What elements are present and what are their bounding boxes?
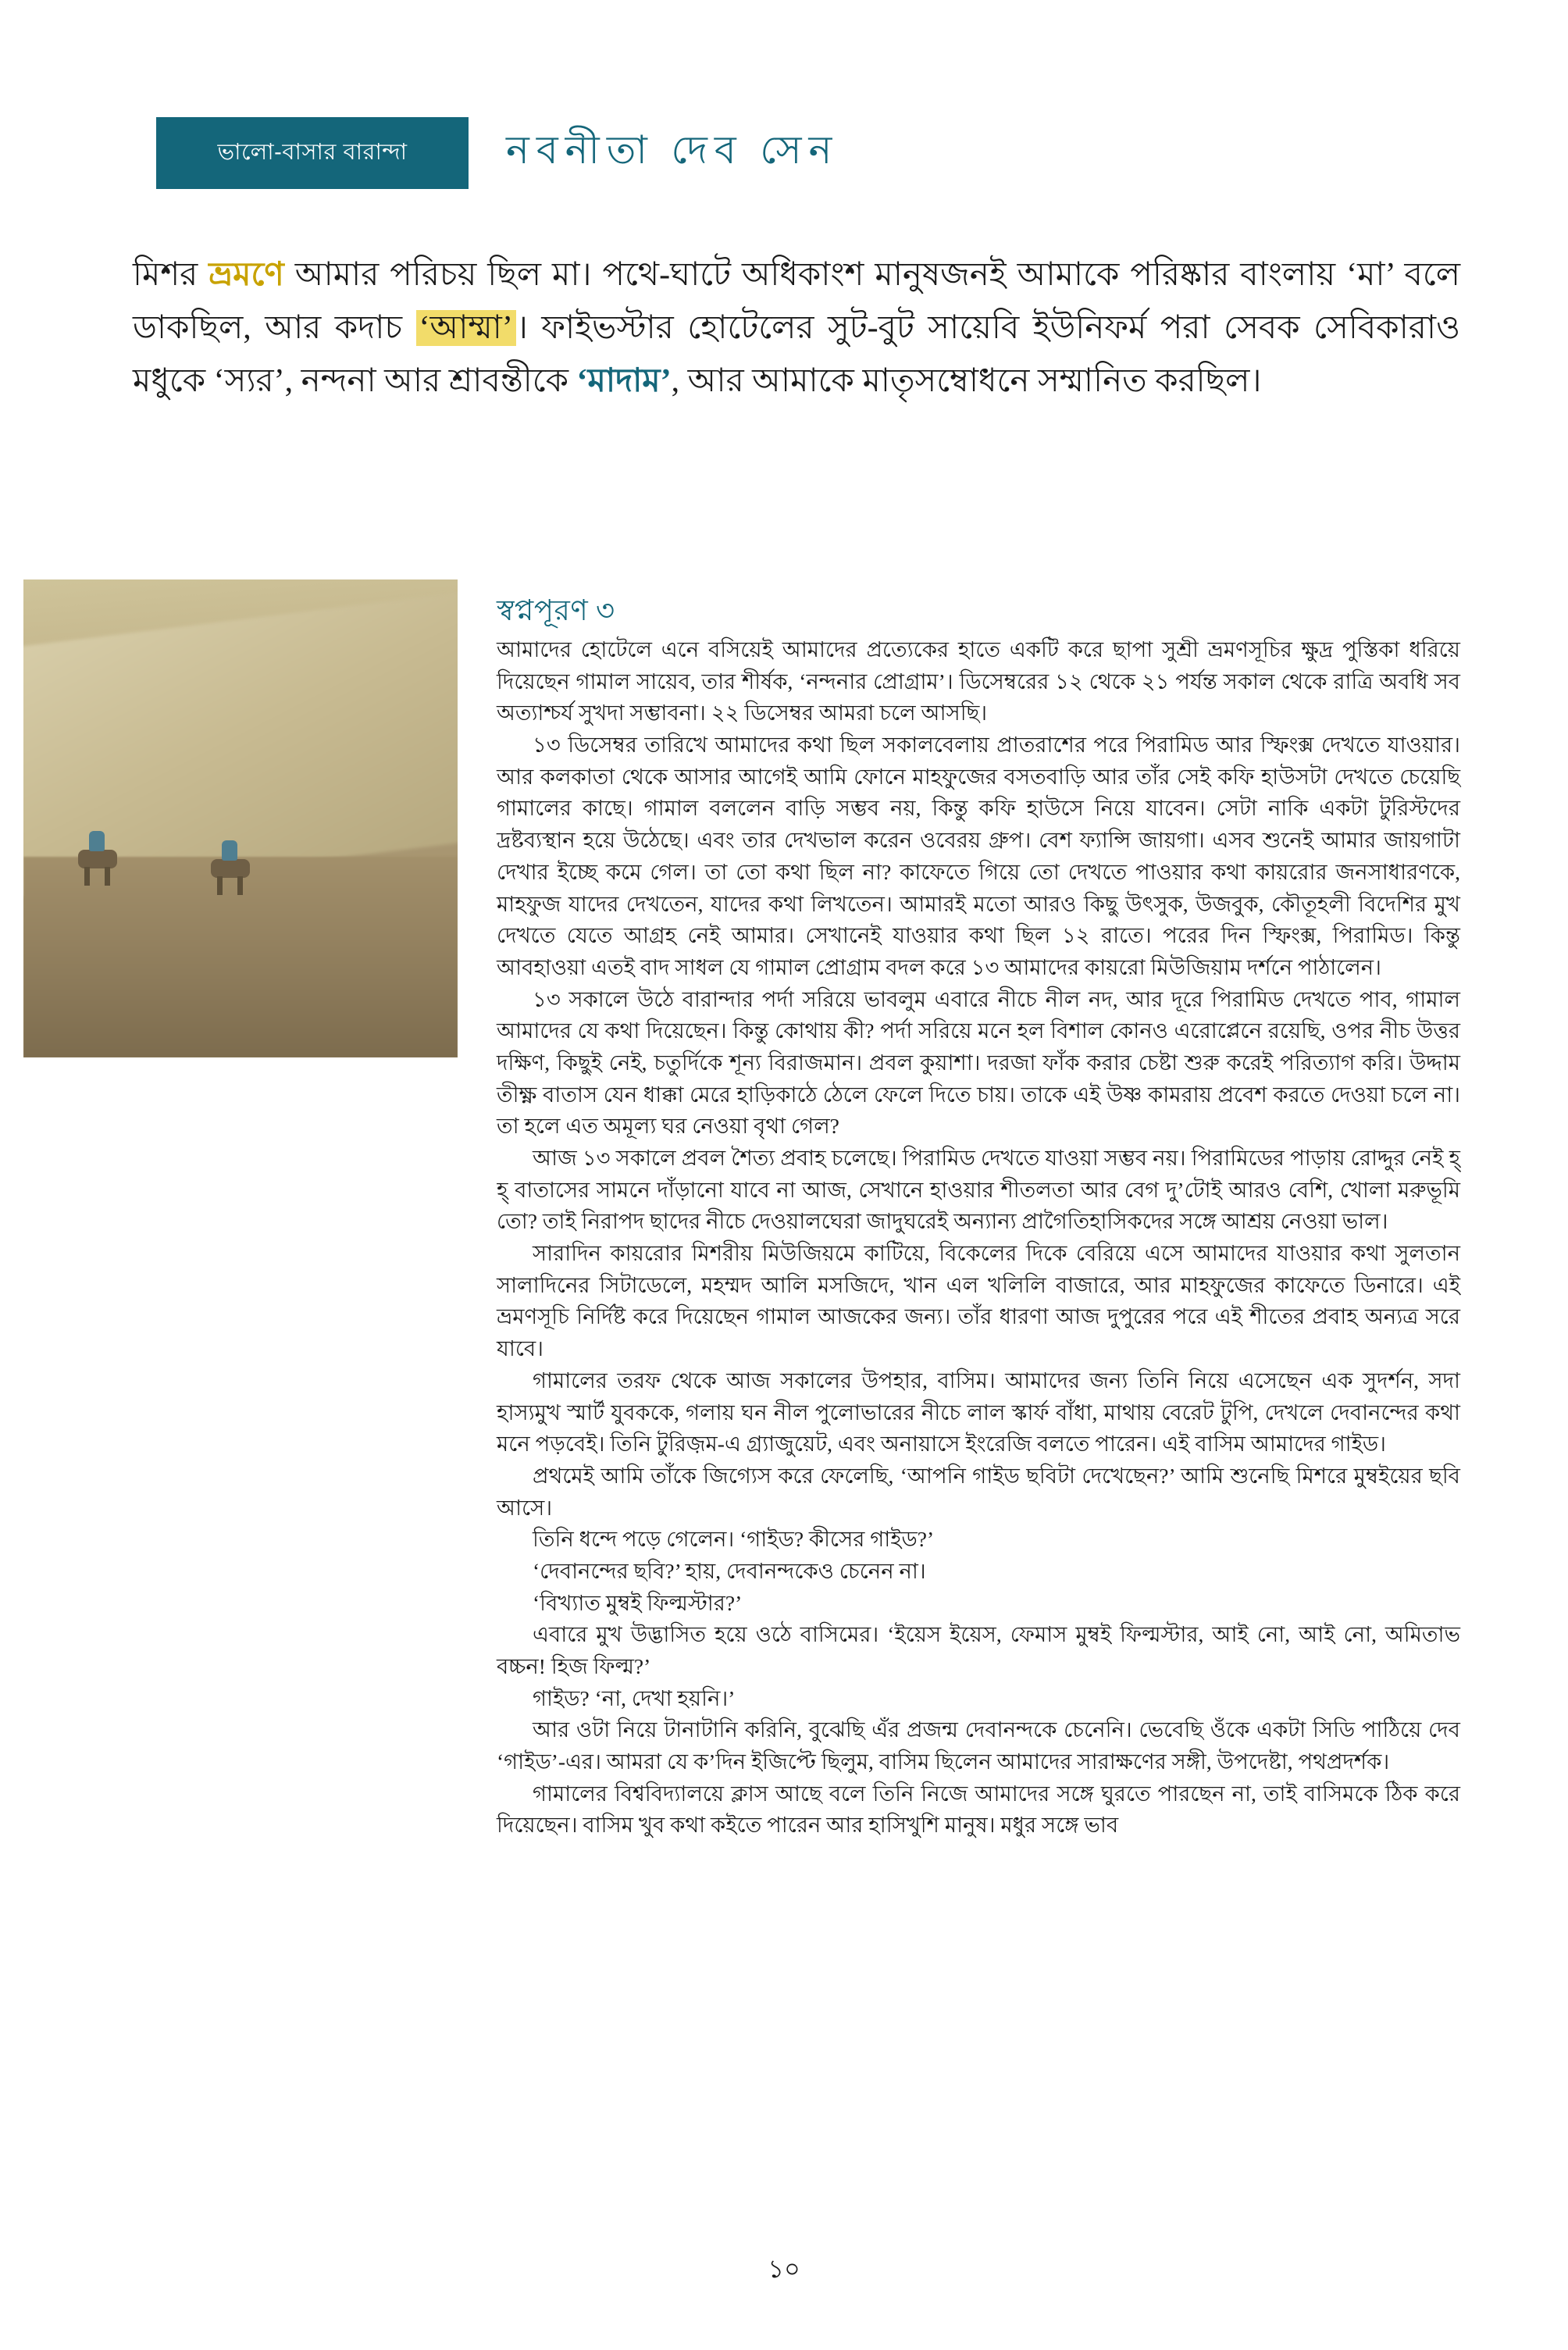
camel-rider-icon xyxy=(205,837,256,895)
series-tag: ভালো-বাসার বারান্দা xyxy=(156,117,469,189)
lede-part-2: আমার পরিচয় ছিল মা। পথে-ঘাটে অধিকাংশ মানুষজনই আমাকে পরিষ্কার বাংলায় ‘মা’ বলে ডাকছিল, আর কদাচ xyxy=(133,257,1460,347)
paragraph: ‘দেবানন্দের ছবি?’ হায়, দেবানন্দকেও চেনেন না। xyxy=(533,1558,926,1583)
paragraph: আমাদের হোটেলে এনে বসিয়েই আমাদের প্রত্যেকের হাতে একটি করে ছাপা সুশ্রী ভ্রমণসূচির ক্ষুদ্র পুস্তিকা ধরিয়ে দিয়েছেন গামাল সায়েব, তার শীর্ষক, ‘নন্দনার প্রোগ্রাম’। ডিসেম্বরের ১২ থেকে ২১ পর্যন্ত সকাল থেকে রাত্রি অবধি সব অত্যাশ্চর্য সুখদা সম্ভাবনা। ২২ ডিসেম্বর আমরা চলে আসছি। xyxy=(497,637,1460,726)
page-number: ১০ xyxy=(768,2255,800,2283)
lead-paragraph xyxy=(133,248,1460,408)
lede-highlight-1: ভ্রমণে xyxy=(208,257,284,293)
paragraph: গাইড? ‘না, দেখা হয়নি।’ xyxy=(533,1685,736,1710)
paragraph: প্রথমেই আমি তাঁকে জিগ্যেস করে ফেলেছি, ‘আপনি গাইড ছবিটা দেখেছেন?’ আমি শুনেছি মিশরে মুম্বইয়ের ছবি আসে। xyxy=(497,1463,1460,1520)
paragraph: ১৩ সকালে উঠে বারান্দার পর্দা সরিয়ে ভাবলুম এবারে নীচে নীল নদ, আর দূরে পিরামিড দেখতে পাব, গামাল আমাদের যে কথা দিয়েছেন। কিন্তু কোথায় কী? পর্দা সরিয়ে মনে হল বিশাল কোনও এরোপ্লেনে রয়েছি, ওপর নীচ উত্তর দক্ষিণ, কিছুই নেই, চতুর্দিকে শূন্য বিরাজমান। প্রবল কুয়াশা। দরজা ফাঁক করার চেষ্টা শুরু করেই পরিত্যাগ করি। উদ্দাম তীক্ষ্ণ বাতাস যেন ধাক্কা মেরে হাড়িকাঠে ঠেলে ফেলে দিতে চায়। তাকে এই উষ্ণ কামরায় প্রবেশ করতে দেওয়া চলে না। তা হলে এত অমূল্য ঘর নেওয়া বৃথা গেল? xyxy=(497,986,1460,1139)
lede-part-1: মিশর xyxy=(133,257,209,293)
lede-highlight-3: ‘মাদাম’ xyxy=(576,363,672,400)
section-title: স্বপ্নপূরণ ৩ xyxy=(497,595,615,627)
paragraph: গামালের বিশ্ববিদ্যালয়ে ক্লাস আছে বলে তিনি নিজে আমাদের সঙ্গে ঘুরতে পারছেন না, তাই বাসিমকে ঠিক করে দিয়েছেন। বাসিম খুব কথা কইতে পারেন আর হাসিখুশি মানুষ। মধুর সঙ্গে ভাব xyxy=(497,1781,1460,1838)
author-name: নবনীতা দেব সেন xyxy=(506,127,839,172)
camel-rider-icon xyxy=(72,828,123,886)
paragraph: তিনি ধন্দে পড়ে গেলেন। ‘গাইড? কীসের গাইড?’ xyxy=(533,1527,935,1552)
paragraph: সারাদিন কায়রোর মিশরীয় মিউজিয়মে কাটিয়ে, বিকেলের দিকে বেরিয়ে এসে আমাদের যাওয়ার কথা সুলতান সালাদিনের সিটাডেলে, মহম্মদ আলি মসজিদে, খান এল খলিলি বাজারে, আর মাহফুজের কাফেতে ডিনারে। এই ভ্রমণসূচি নির্দিষ্ট করে দিয়েছেন গামাল আজকের জন্য। তাঁর ধারণা আজ দুপুরের পরে এই শীতের প্রবাহ অন্যত্র সরে যাবে। xyxy=(497,1241,1460,1361)
page-header xyxy=(156,117,1452,189)
article-body xyxy=(497,634,1460,1842)
paragraph: এবারে মুখ উদ্ভাসিত হয়ে ওঠে বাসিমের। ‘ইয়েস ইয়েস, ফেমাস মুম্বই ফিল্মস্টার, আই নো, আই নো, অমিতাভ বচ্চন! হিজ ফিল্ম?’ xyxy=(497,1622,1460,1678)
paragraph: আর ওটা নিয়ে টানাটানি করিনি, বুঝেছি এঁর প্রজন্ম দেবানন্দকে চেনেনি। ভেবেছি ওঁকে একটা সিডি পাঠিয়ে দেব ‘গাইড’-এর। আমরা যে ক’দিন ইজিপ্টে ছিলুম, বাসিম ছিলেন আমাদের সারাক্ষণের সঙ্গী, উপদেষ্টা, পথপ্রদর্শক। xyxy=(497,1717,1460,1774)
lede-part-3: । ফাইভস্টার হোটেলের সুট-বুট সায়েবি ইউনিফর্ম পরা সেবক সেবিকারাও মধুকে ‘স্যর’, নন্দনা আর শ্রাবন্তীকে xyxy=(133,310,1460,400)
paragraph: গামালের তরফ থেকে আজ সকালের উপহার, বাসিম। আমাদের জন্য তিনি নিয়ে এসেছেন এক সুদর্শন, সদা হাস্যমুখ স্মার্ট যুবককে, গলায় ঘন নীল পুলোভারের নীচে লাল স্কার্ফ বাঁধা, মাথায় বেরেট টুপি, দেখলে দেবানন্দের কথা মনে পড়বেই। তিনি টুরিজ়ম-এ গ্র্যাজুয়েট, এবং অনায়াসে ইংরেজি বলতে পারেন। এই বাসিম আমাদের গাইড। xyxy=(497,1368,1460,1457)
paragraph: ‘বিখ্যাত মুম্বই ফিল্মস্টার?’ xyxy=(533,1590,743,1615)
paragraph: ১৩ ডিসেম্বর তারিখে আমাদের কথা ছিল সকালবেলায় প্রাতরাশের পরে পিরামিড আর স্ফিংক্স দেখতে যাওয়ার। আর কলকাতা থেকে আসার আগেই আমি ফোনে মাহফুজের বসতবাড়ি আর তাঁর সেই কফি হাউসটা দেখতে চেয়েছি গামালের কাছে। গামাল বললেন বাড়ি সম্ভব নয়, কিন্তু কফি হাউসে নিয়ে যাবেন। সেটা নাকি একটা টুরিস্টদের দ্রষ্টব্যস্থান হয়ে উঠেছে। এবং তার দেখভাল করেন ওবেরয় গ্রুপ। বেশ ফ্যান্সি জায়গা। এসব শুনেই আমার জায়গাটা দেখার ইচ্ছে কমে গেল। তা তো কথা ছিল না? কাফেতে গিয়ে তো দেখতে পাওয়ার কথা কায়রোর জনসাধারণকে, মাহফুজ যাদের দেখতেন, যাদের কথা লিখতেন। আমারই মতো আরও কিছু উৎসুক, উজবুক, কৌতূহলী বিদেশির মুখ দেখতে যেতে আগ্রহ নেই আমার। সেখানেই যাওয়ার কথা ছিল ১২ রাতে। পরের দিন স্ফিংক্স, পিরামিড। কিন্তু আবহাওয়া এতই বাদ সাধল যে গামাল প্রোগ্রাম বদল করে ১৩ আমাদের কায়রো মিউজিয়াম দর্শনে পাঠালেন। xyxy=(497,733,1460,979)
lede-part-4: , আর আমাকে মাতৃসম্বোধনে সম্মানিত করছিল। xyxy=(671,363,1262,400)
lede-highlight-2: ‘আম্মা’ xyxy=(416,310,516,346)
paragraph: আজ ১৩ সকালে প্রবল শৈত্য প্রবাহ চলেছে। পিরামিড দেখতে যাওয়া সম্ভব নয়। পিরামিডের পাড়ায় রোদ্দুর নেই হ্ হ্ বাতাসের সামনে দাঁড়ানো যাবে না আজ, সেখানে হাওয়ার শীতলতা আর বেগ দু’টোই আরও বেশি, খোলা মরুভূমি তো? তাই নিরাপদ ছাদের নীচে দেওয়ালঘেরা জাদুঘরেই অন্যান্য প্রাগৈতিহাসিকদের সঙ্গে আশ্রয় নেওয়া ভাল। xyxy=(497,1146,1460,1234)
desert-camel-riders-photo xyxy=(23,579,458,1057)
